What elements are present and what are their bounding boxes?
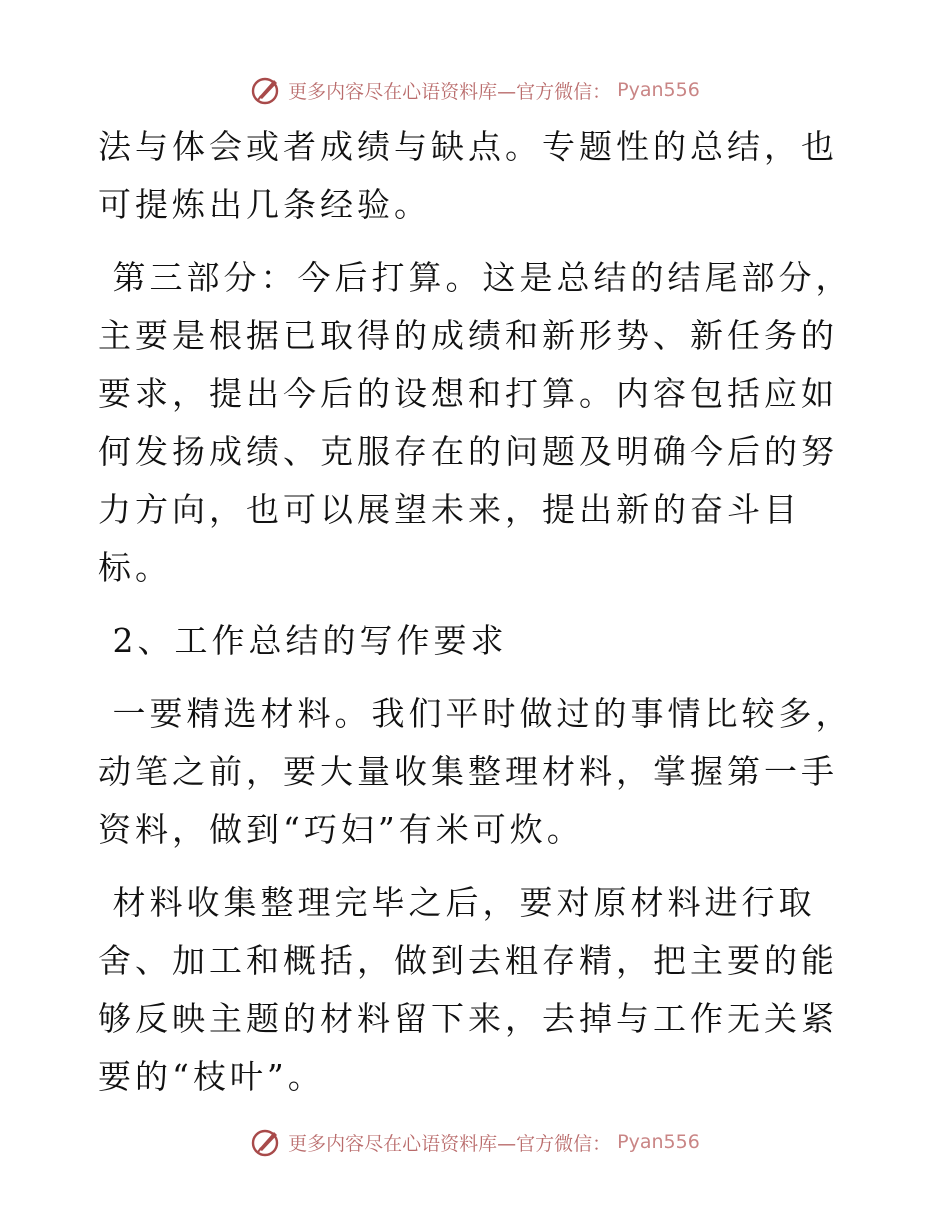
watermark-handle: Pyan556 xyxy=(617,79,700,101)
document-body xyxy=(98,118,858,1106)
paragraph: 第三部分：今后打算。这是总结的结尾部分，主要是根据已取得的成绩和新形势、新任务的要求，提出今后的设想和打算。内容包括应如何发扬成绩、克服存在的问题及明确今后的努力方向，也可以展望未来，提出新的奋斗目标。 xyxy=(98,258,853,587)
watermark-text: 更多内容尽在心语资料库—官方微信： xyxy=(288,80,612,103)
watermark-footer xyxy=(0,1126,950,1158)
paragraph: 法与体会或者成绩与缺点。专题性的总结，也可提炼出几条经验。 xyxy=(98,127,838,224)
paragraph: 一要精选材料。我们平时做过的事情比较多，动笔之前，要大量收集整理材料，掌握第一手资料，做到“巧妇”有米可炊。 xyxy=(98,694,853,849)
quill-logo-icon xyxy=(250,1126,282,1158)
paragraph: 材料收集整理完毕之后，要对原材料进行取舍、加工和概括，做到去粗存精，把主要的能够反映主题的材料留下来，去掉与工作无关紧要的“枝叶”。 xyxy=(98,883,838,1096)
quill-logo-icon xyxy=(250,74,282,106)
watermark-handle: Pyan556 xyxy=(617,1131,700,1153)
watermark-header xyxy=(0,74,950,106)
watermark-text: 更多内容尽在心语资料库—官方微信： xyxy=(288,1132,612,1155)
section-heading: 2、工作总结的写作要求 xyxy=(98,621,508,660)
